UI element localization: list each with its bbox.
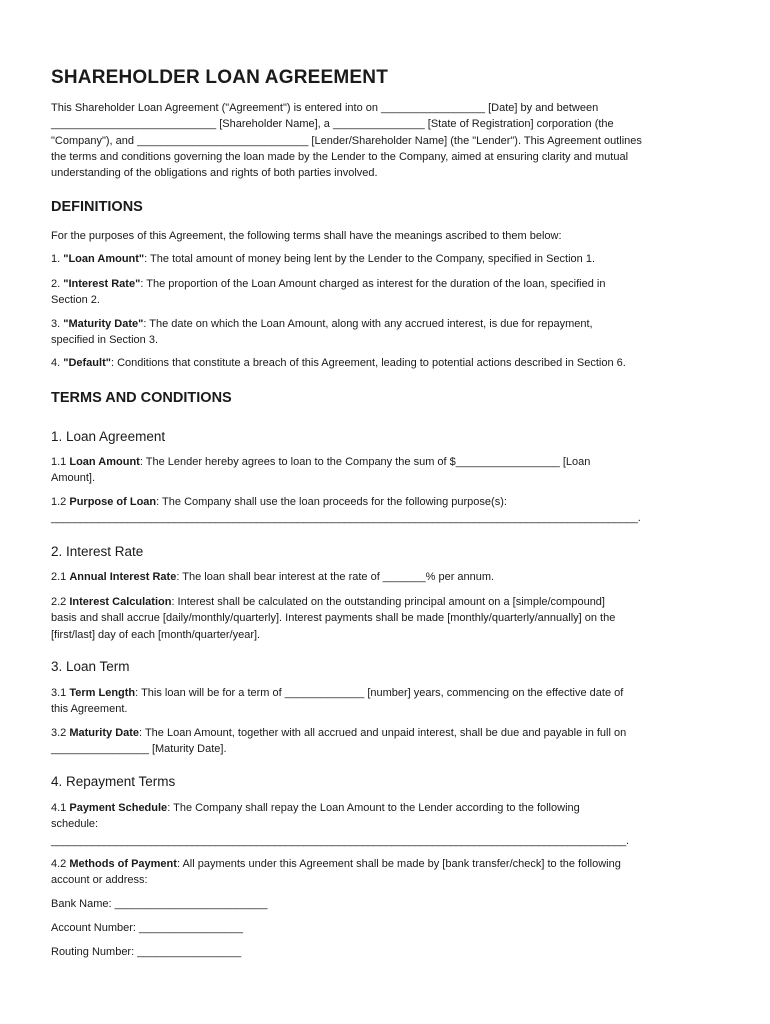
clause-3-1: 3.1 Term Length: This loan will be for a term of _____________ [number] years, commencing on the effective date of this Agreement.: [51, 687, 624, 716]
clause-term: Purpose of Loan: [69, 496, 157, 508]
definition-term: "Loan Amount": [63, 253, 145, 265]
section-4-heading: 4. Repayment Terms: [51, 774, 176, 789]
clause-term: Loan Amount: [69, 456, 140, 468]
clause-4-2: 4.2 Methods of Payment: All payments under this Agreement shall be made by [bank transfer/check] to the following account or address:: [51, 858, 621, 887]
section-3-heading: 3. Loan Term: [51, 659, 130, 674]
clause-term: Interest Calculation: [69, 596, 172, 608]
clause-term: Maturity Date: [69, 727, 140, 739]
clause-1-1: 1.1 Loan Amount: The Lender hereby agrees to loan to the Company the sum of $_________________ [Loan Amount].: [51, 456, 591, 485]
definition-item-interest-rate: 2. "Interest Rate": The proportion of the Loan Amount charged as interest for the duration of the loan, specified in Section 2.: [51, 278, 606, 307]
clause-term: Methods of Payment: [69, 858, 177, 870]
section-1-heading: 1. Loan Agreement: [51, 429, 166, 444]
bank-name-field[interactable]: Bank Name: _________________________: [51, 898, 268, 910]
section-2-heading: 2. Interest Rate: [51, 544, 144, 559]
clause-1-2: 1.2 Purpose of Loan: The Company shall use the loan proceeds for the following purpose(s): ____________________________________________________________________________________________________.: [51, 496, 641, 525]
definitions-heading: DEFINITIONS: [51, 199, 143, 215]
intro-line: This Shareholder Loan Agreement ("Agreement") is entered into on _________________ [Date] by and between: [51, 102, 599, 114]
intro-line: "Company"), and ____________________________ [Lender/Shareholder Name] (the "Lender"). This Agreement outlines: [51, 134, 642, 147]
definition-item-loan-amount: 1. "Loan Amount": The total amount of money being lent by the Lender to the Company, specified in Section 1.: [51, 253, 596, 265]
definition-term: "Maturity Date": [63, 318, 144, 330]
definition-item-default: 4. "Default": Conditions that constitute a breach of this Agreement, leading to potential actions described in Section 6.: [51, 357, 626, 369]
document-title: SHAREHOLDER LOAN AGREEMENT: [51, 67, 389, 88]
clause-term: Annual Interest Rate: [69, 571, 177, 583]
definition-term: "Default": [63, 357, 111, 369]
clause-4-1: 4.1 Payment Schedule: The Company shall repay the Loan Amount to the Lender according to the following schedule: __________________________________________________________________________________________________.: [51, 802, 629, 847]
intro-line: ___________________________ [Shareholder Name], a _______________ [State of Registration] corporation (the: [51, 118, 614, 131]
definition-term: "Interest Rate": [63, 278, 141, 290]
clause-term: Term Length: [69, 687, 136, 699]
terms-heading: TERMS AND CONDITIONS: [51, 390, 232, 406]
intro-paragraph: [51, 100, 719, 181]
definition-item-maturity-date: 3. "Maturity Date": The date on which the Loan Amount, along with any accrued interest, is due for repayment, specified in Section 3.: [51, 318, 593, 347]
clause-2-1: 2.1 Annual Interest Rate: The loan shall bear interest at the rate of _______% per annum.: [51, 571, 495, 583]
intro-line: understanding of the obligations and rights of both parties involved.: [51, 167, 378, 180]
clause-3-2: 3.2 Maturity Date: The Loan Amount, together with all accrued and unpaid interest, shall be due and payable in full on ________________ [Maturity Date].: [51, 727, 627, 756]
routing-number-field[interactable]: Routing Number: _________________: [51, 946, 242, 958]
account-number-field[interactable]: Account Number: _________________: [51, 922, 244, 934]
clause-2-2: 2.2 Interest Calculation: Interest shall be calculated on the outstanding principal amount on a [simple/compound] basis and shall accrue [daily/monthly/quarterly]. Interest payments shall be made [monthly/quarterly/annually] on the [first/last] day of each [month/quarter/year].: [51, 596, 616, 641]
clause-term: Payment Schedule: [69, 802, 168, 814]
intro-line: the terms and conditions governing the loan made by the Lender to the Company, aimed at ensuring clarity and mutual: [51, 150, 629, 163]
definitions-lead: For the purposes of this Agreement, the following terms shall have the meanings ascribed to them below:: [51, 230, 562, 242]
